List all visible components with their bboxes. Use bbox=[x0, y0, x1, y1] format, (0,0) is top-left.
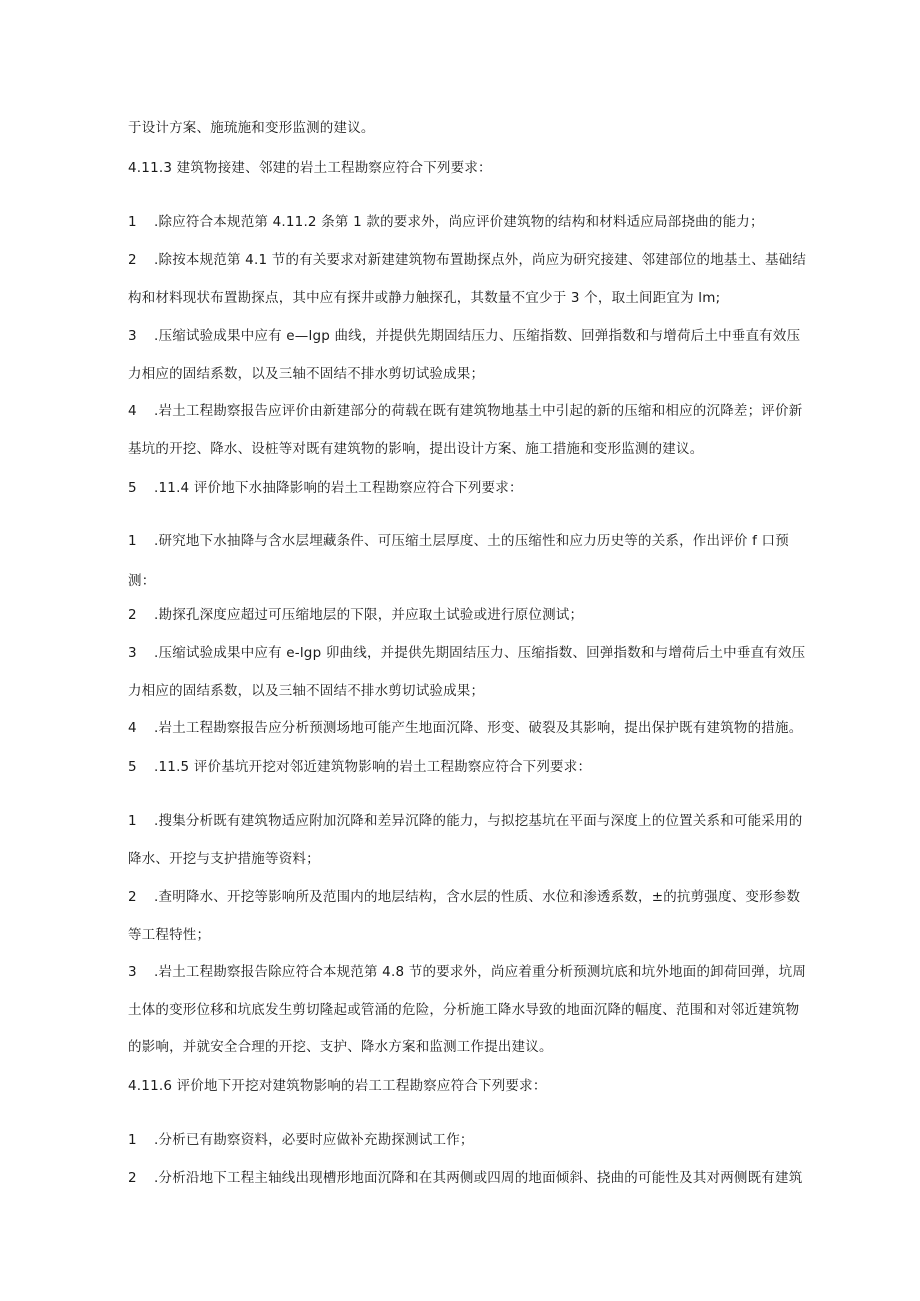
line-text: 等工程特性； bbox=[128, 927, 211, 943]
document-line bbox=[128, 250, 828, 270]
line-text: .除按本规范第 4.1 节的有关要求对新建建筑物布置勘探点外，尚应为研究接建、邻建部位的地基土、基础结 bbox=[154, 252, 807, 268]
line-text: 力相应的固结系数，以及三轴不固结不排水剪切试验成果； bbox=[128, 683, 485, 699]
line-text: 构和材料现状布置勘探点，其中应有探井或静力触探孔，其数量不宜少于 3 个，取土间距宜为 lm; bbox=[128, 290, 721, 306]
document-line bbox=[128, 887, 828, 907]
document-line bbox=[128, 158, 828, 178]
line-text: .除应符合本规范第 4.11.2 条第 1 款的要求外，尚应评价建筑物的结构和材料适应局部挠曲的能力； bbox=[154, 214, 764, 230]
line-text: .11.4 评价地下水抽降影响的岩土工程勘察应符合下列要求： bbox=[154, 480, 523, 496]
document-line bbox=[128, 478, 828, 498]
document-line bbox=[128, 605, 828, 625]
document-line bbox=[128, 118, 828, 138]
document-line bbox=[128, 718, 828, 738]
list-item-number: 2 bbox=[128, 252, 137, 268]
document-line bbox=[128, 288, 828, 308]
document-line bbox=[128, 643, 828, 663]
document-line bbox=[128, 1168, 828, 1188]
list-item-number: 4 bbox=[128, 720, 137, 736]
line-text: .岩土工程勘察报告除应符合本规范第 4.8 节的要求外，尚应着重分析预测坑底和坑外地面的卸荷回弹，坑周 bbox=[154, 964, 807, 980]
list-item-number: 4 bbox=[128, 403, 137, 419]
line-text: 测： bbox=[128, 573, 156, 589]
document-line bbox=[128, 401, 828, 421]
line-text: .勘探孔深度应超过可压缩地层的下限，并应取土试验或进行原位测试； bbox=[154, 607, 584, 623]
line-text: 4.11.6 评价地下开挖对建筑物影响的岩工工程勘察应符合下列要求： bbox=[128, 1078, 547, 1094]
document-line bbox=[128, 439, 828, 459]
document-line bbox=[128, 1000, 828, 1020]
document-line bbox=[128, 849, 828, 869]
document-line bbox=[128, 212, 828, 232]
line-text: .压缩试验成果中应有 e—lgp 曲线，并提供先期固结压力、压缩指数、回弹指数和与增荷后土中垂直有效压 bbox=[154, 328, 801, 344]
document-line bbox=[128, 811, 828, 831]
line-text: .搜集分析既有建筑物适应附加沉降和差异沉降的能力，与拟挖基坑在平面与深度上的位置关系和可能采用的 bbox=[154, 813, 803, 829]
line-text: .分析已有勘察资料，必要时应做补充勘探测试工作； bbox=[154, 1132, 474, 1148]
list-item-number: 2 bbox=[128, 889, 137, 905]
line-text: .压缩试验成果中应有 e-lgp 卯曲线，并提供先期固结压力、压缩指数、回弹指数和与增荷后土中垂直有效压 bbox=[154, 645, 806, 661]
line-text: 力相应的固结系数，以及三轴不固结不排水剪切试验成果； bbox=[128, 366, 485, 382]
document-line bbox=[128, 364, 828, 384]
document-line bbox=[128, 757, 828, 777]
list-item-number: 1 bbox=[128, 1132, 137, 1148]
document-line bbox=[128, 681, 828, 701]
line-text: 降水、开挖与支护措施等资料； bbox=[128, 851, 320, 867]
line-text: .查明降水、开挖等影响所及范围内的地层结构，含水层的性质、水位和渗透系数，±的抗剪强度、变形参数 bbox=[154, 889, 801, 905]
list-item-number: 1 bbox=[128, 813, 137, 829]
list-item-number: 1 bbox=[128, 214, 137, 230]
list-item-number: 2 bbox=[128, 607, 137, 623]
document-line bbox=[128, 1076, 828, 1096]
line-text: .岩土工程勘察报告应分析预测场地可能产生地面沉降、形变、破裂及其影响，提出保护既有建筑物的措施。 bbox=[154, 720, 803, 736]
line-text: .岩土工程勘察报告应评价由新建部分的荷载在既有建筑物地基土中引起的新的压缩和相应的沉降差；评价新 bbox=[154, 403, 803, 419]
line-text: 4.11.3 建筑物接建、邻建的岩土工程勘察应符合下列要求： bbox=[128, 160, 492, 176]
document-line bbox=[128, 962, 828, 982]
line-text: .分析沿地下工程主轴线出现槽形地面沉降和在其两侧或四周的地面倾斜、挠曲的可能性及其对两侧既有建筑 bbox=[154, 1170, 803, 1186]
line-text: 土体的变形位移和坑底发生剪切隆起或管涌的危险，分析施工降水导致的地面沉降的幅度、范围和对邻近建筑物 bbox=[128, 1002, 800, 1018]
line-text: 基坑的开挖、降水、设桩等对既有建筑物的影响，提出设计方案、施工措施和变形监测的建议。 bbox=[128, 441, 704, 457]
line-text: .11.5 评价基坑开挖对邻近建筑物影响的岩土工程勘察应符合下列要求： bbox=[154, 759, 592, 775]
document-line bbox=[128, 326, 828, 346]
list-item-number: 1 bbox=[128, 533, 137, 549]
list-item-number: 3 bbox=[128, 964, 137, 980]
document-line bbox=[128, 925, 828, 945]
document-line bbox=[128, 571, 828, 591]
list-item-number: 5 bbox=[128, 480, 137, 496]
list-item-number: 3 bbox=[128, 328, 137, 344]
document-line bbox=[128, 531, 828, 551]
line-text: 的影响，并就安全合理的开挖、支护、降水方案和监测工作提出建议。 bbox=[128, 1039, 553, 1055]
document-line bbox=[128, 1037, 828, 1057]
list-item-number: 5 bbox=[128, 759, 137, 775]
list-item-number: 3 bbox=[128, 645, 137, 661]
list-item-number: 2 bbox=[128, 1170, 137, 1186]
line-text: .研究地下水抽降与含水层埋藏条件、可压缩土层厚度、土的压缩性和应力历史等的关系，作出评价 f 口预 bbox=[154, 533, 789, 549]
document-line bbox=[128, 1130, 828, 1150]
line-text: 于设计方案、施琉施和变形监测的建议。 bbox=[128, 120, 375, 136]
